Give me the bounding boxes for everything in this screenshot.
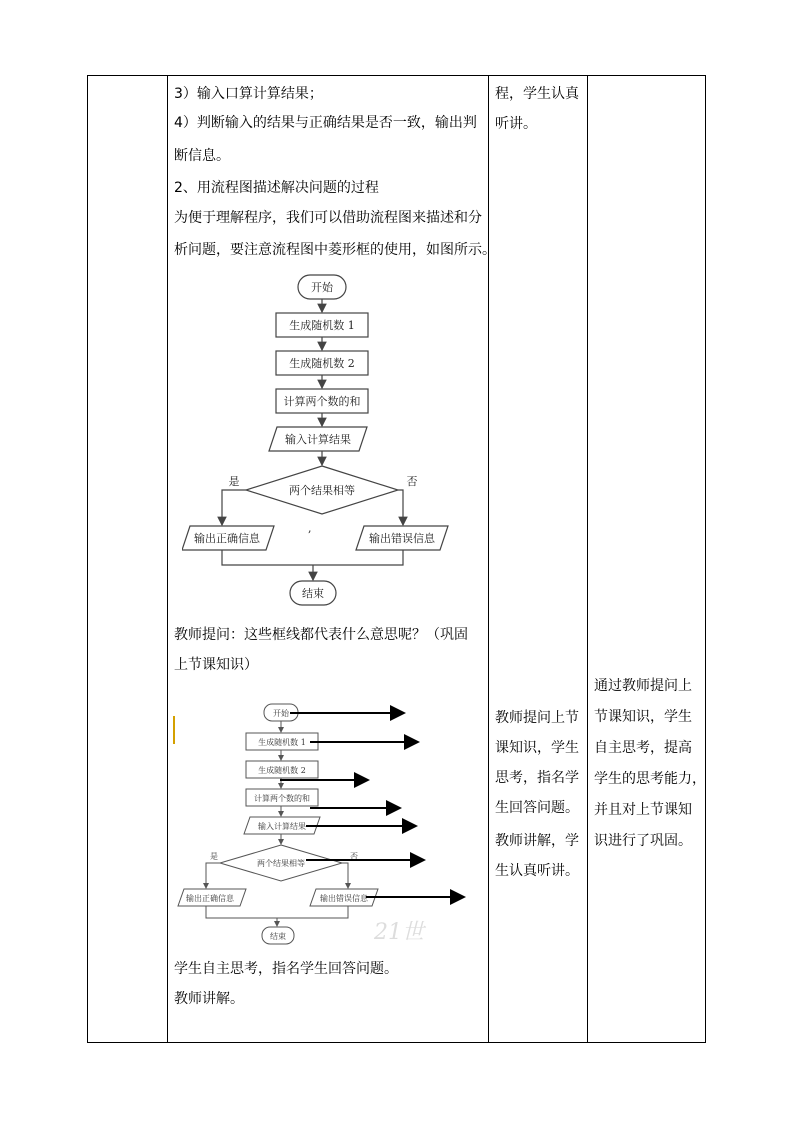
intent-line: 并且对上节课知: [594, 802, 692, 818]
teacher-explain: 教师讲解。: [174, 991, 244, 1007]
activity-line: 听讲。: [495, 116, 537, 132]
content-line: 析问题，要注意流程图中菱形框的使用，如图所示。: [174, 242, 496, 258]
yes-label: 是: [228, 475, 240, 488]
start-label: 开始: [273, 709, 289, 718]
intent-column: [588, 76, 707, 1042]
step-label: 计算两个数的和: [254, 794, 310, 803]
step-label: 计算两个数的和: [283, 395, 361, 408]
output-correct-label: 输出正确信息: [186, 894, 234, 903]
end-label: 结束: [302, 587, 324, 600]
lesson-table: [87, 75, 706, 1043]
activity-line: 生认真听讲。: [495, 863, 579, 879]
content-line: 断信息。: [174, 148, 230, 164]
step-label: 生成随机数 1: [289, 319, 355, 332]
end-label: 结束: [270, 932, 286, 941]
intent-line: 通过教师提问上: [594, 678, 692, 694]
start-label: 开始: [311, 281, 333, 294]
step-label: 生成随机数 1: [258, 738, 306, 747]
activity-column: [489, 76, 587, 1042]
student-activity: 学生自主思考，指名学生回答问题。: [174, 961, 398, 977]
intent-line: 学生的思考能力，: [594, 771, 706, 787]
svg-text:,: ,: [308, 522, 312, 535]
content-column: [168, 76, 496, 1042]
no-label: 否: [406, 475, 418, 488]
decision-label: 两个结果相等: [257, 859, 305, 868]
flowchart-diagram: [182, 269, 472, 609]
input-label: 输入计算结果: [258, 822, 306, 831]
activity-line: 程，学生认真: [495, 86, 579, 102]
content-line: 为便于理解程序，我们可以借助流程图来描述和分: [174, 210, 482, 226]
activity-line: 教师提问上节: [495, 710, 579, 726]
step-label: 生成随机数 2: [289, 357, 355, 370]
annotated-flowchart-diagram: [170, 696, 470, 946]
stage-column: [88, 76, 167, 1042]
content-line: 3）输入口算计算结果；: [174, 86, 323, 102]
intent-line: 自主思考，提高: [594, 740, 692, 756]
output-correct-label: 输出正确信息: [194, 532, 260, 545]
output-wrong-label: 输出错误信息: [369, 532, 435, 545]
intent-line: 节课知识，学生: [594, 709, 692, 725]
step-label: 生成随机数 2: [258, 766, 306, 775]
watermark: 21世: [374, 920, 424, 945]
section-heading: 2、用流程图描述解决问题的过程: [174, 180, 379, 196]
yes-label: 是: [210, 852, 218, 861]
activity-line: 课知识，学生: [495, 740, 579, 756]
decision-label: 两个结果相等: [289, 484, 355, 497]
activity-line: 思考，指名学: [495, 770, 579, 786]
output-wrong-label: 输出错误信息: [320, 894, 368, 903]
activity-line: 生回答问题。: [495, 800, 579, 816]
no-label: 否: [350, 852, 358, 861]
input-label: 输入计算结果: [285, 433, 351, 446]
content-line: 4）判断输入的结果与正确结果是否一致，输出判: [174, 115, 477, 131]
intent-line: 识进行了巩固。: [594, 833, 692, 849]
activity-line: 教师讲解，学: [495, 833, 579, 849]
teacher-question: 教师提问：这些框线都代表什么意思呢？（巩固: [174, 627, 468, 643]
teacher-question: 上节课知识）: [174, 657, 258, 673]
